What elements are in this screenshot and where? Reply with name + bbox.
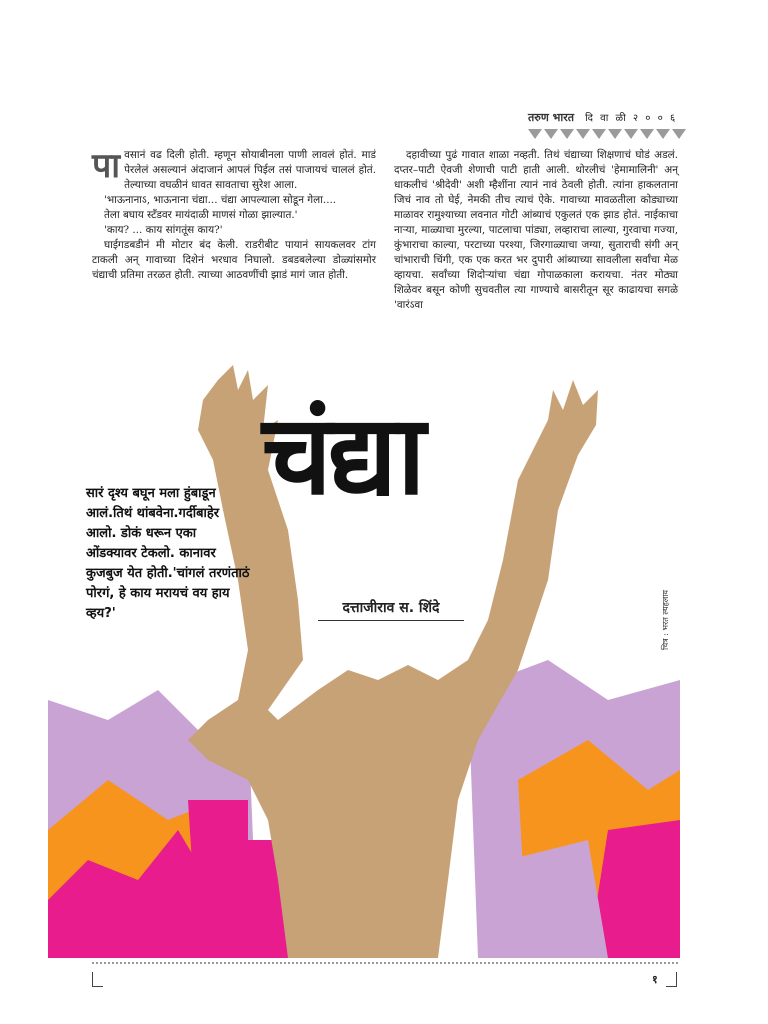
- story-title: चंद्या: [262, 391, 422, 519]
- paragraph: दहावीच्या पुढं गावात शाळा नव्हती. तिथं चंद्याच्या शिक्षणाचं घोडं अडलं. दप्तर–पाटी ऐवजी शेणाची पाटी हाती आली. थोरलीचं 'हेमामालिनी' अन् धाकलीचं 'श्रीदेवी' अशी म्हैशींना त्यानं नावं ठेवली होती. त्यांना हाकलताना जिचं नाव तो घेई, नेमकी तीच त्याचं ऐके. गावाच्या मावळतीला कोड्याच्या माळावर रामुश्याच्या लवनात गोटी आंब्याचं एकुलतं एक झाड होतं. नाईकाचा नाऱ्या, माळ्याचा मुरल्या, पाटलाचा पांड्या, लव्हाराचा लाल्या, गुरवाचा गज्या, कुंभाराचा काल्या, परटाच्या परश्या, जिरगाळ्याचा जग्या, सुताराची संगी अन् चांभाराची चिंगी, एक एक करत भर दुपारी आंब्याच्या सावलीला सर्वांचा मेळ व्हायचा. सर्वांच्या शिदोऱ्यांचा चंद्या गोपाळकाला करायचा. नंतर मोठ्या शिळेवर बसून कोणी सुचवतील त्या गाण्याचे बासरीतून सूर काढायचा सगळे 'वारंऽवा: [394, 149, 678, 311]
- issue-name: दि वा ळी २ ० ० ६: [585, 113, 678, 124]
- crop-mark-right: [666, 972, 677, 987]
- masthead: [528, 106, 678, 139]
- pull-quote: सारं दृश्य बघून मला हुंबाडून आलं.तिथं थांबवेना.गर्दीबाहेर आलो. डोकं धरून एका ओंडक्यावर टेकलो. कानावर कुजबुज येत होती.'चांगलं तरणंताठं पोरगं, हे काय मरायचं वय हाय व्हय?': [86, 486, 250, 621]
- left-text-column: [92, 148, 376, 283]
- illustration-credit: चित्र : भरत ल्यहलाय: [661, 589, 670, 650]
- paragraph: तेला बघाय स्टॅंडवर मायंदाळी माणसं गोळा झाल्यात.': [104, 209, 298, 221]
- author-name: दत्ताजीराव स. शिंदे: [318, 598, 464, 621]
- paragraph: 'काय? ... काय सांगतूंस काय?': [104, 224, 223, 236]
- paragraph: घाईगडबडीनं मी मोटार बंद केली. राडरीबीट पायानं सायकलवर टांग टाकली अन् गावाच्या दिशेनं भरधाव निघालो. डबडबलेल्या डोळ्यांसमोर चंद्याची प्रतिमा तरळत होती. त्याच्या आठवणींची झाडं मागं जात होती.: [92, 239, 376, 281]
- drop-cap: पा: [92, 146, 121, 186]
- paragraph: 'भाऊनानाऽ, भाऊनाना चंद्या... चंद्या आपल्याला सोडून गेला....: [104, 194, 337, 206]
- publication-name: तरुण भारत: [528, 111, 574, 124]
- dotted-divider: [92, 962, 678, 964]
- crop-mark-left: [92, 972, 103, 987]
- right-text-column: [394, 148, 678, 313]
- page-number: १: [652, 973, 658, 986]
- paragraph: वसानं वढ दिली होती. म्हणून सोयाबीनला पाणी लावलं होतं. माडं पेरलेलं असल्यानं अंदाजानं आपलं पिईल तसं पाजायचं चाललं होतं. तेल्याच्या वघळीनं धावत सावताचा सुरेश आला.: [124, 149, 376, 191]
- triangle-ornament: [528, 129, 678, 139]
